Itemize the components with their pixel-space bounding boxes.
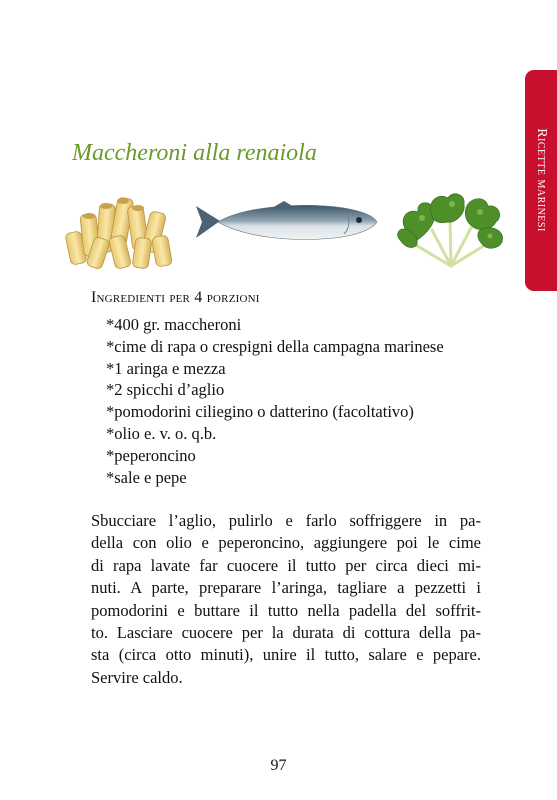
pasta-image <box>62 192 178 270</box>
ingredient-item: *cime di rapa o crespigni della campagna marinese <box>106 336 444 356</box>
ingredient-item: *sale e pepe <box>106 467 187 487</box>
ingredient-images <box>0 190 557 270</box>
instruction-line: pomodorini e buttare il tutto nella padella del soffrit- <box>91 600 481 620</box>
section-tab-label: Ricette marinesi <box>534 128 549 232</box>
instruction-line: nuti. A parte, preparare l’aringa, tagliare a pezzetti i <box>91 578 481 598</box>
instruction-line: di rapa lavate far cuocere il tutto per circa dieci mi- <box>91 555 481 575</box>
ingredient-item: *2 spicchi d’aglio <box>106 380 225 400</box>
instruction-line: to. Lasciare cuocere per la durata di cottura della pa- <box>91 623 481 643</box>
ingredient-item: *400 gr. maccheroni <box>106 315 242 334</box>
instruction-line: della con olio e peperoncino, aggiungere poi le cime <box>91 533 481 553</box>
recipe-title: Maccheroni alla renaiola <box>72 140 317 166</box>
ingredient-item: *olio e. v. o. q.b. <box>106 423 217 443</box>
instruction-line: Servire caldo. <box>91 667 183 687</box>
recipe-instructions <box>91 510 481 689</box>
herring-image <box>194 200 378 244</box>
ingredients-list <box>106 314 444 488</box>
ingredients-heading: Ingredienti per 4 porzioni <box>91 289 260 306</box>
ingredient-item: *pomodorini ciliegino o datterino (facoltativo) <box>106 402 414 422</box>
turnip-greens-image <box>392 190 510 268</box>
ingredient-item: *peperoncino <box>106 445 196 465</box>
instruction-line: sta (circa otto minuti), unire il tutto, salare e pepare. <box>91 645 481 665</box>
instruction-line: Sbucciare l’aglio, pulirlo e farlo soffriggere in pa- <box>91 511 481 530</box>
page-number: 97 <box>270 757 287 774</box>
ingredient-item: *1 aringa e mezza <box>106 358 226 378</box>
